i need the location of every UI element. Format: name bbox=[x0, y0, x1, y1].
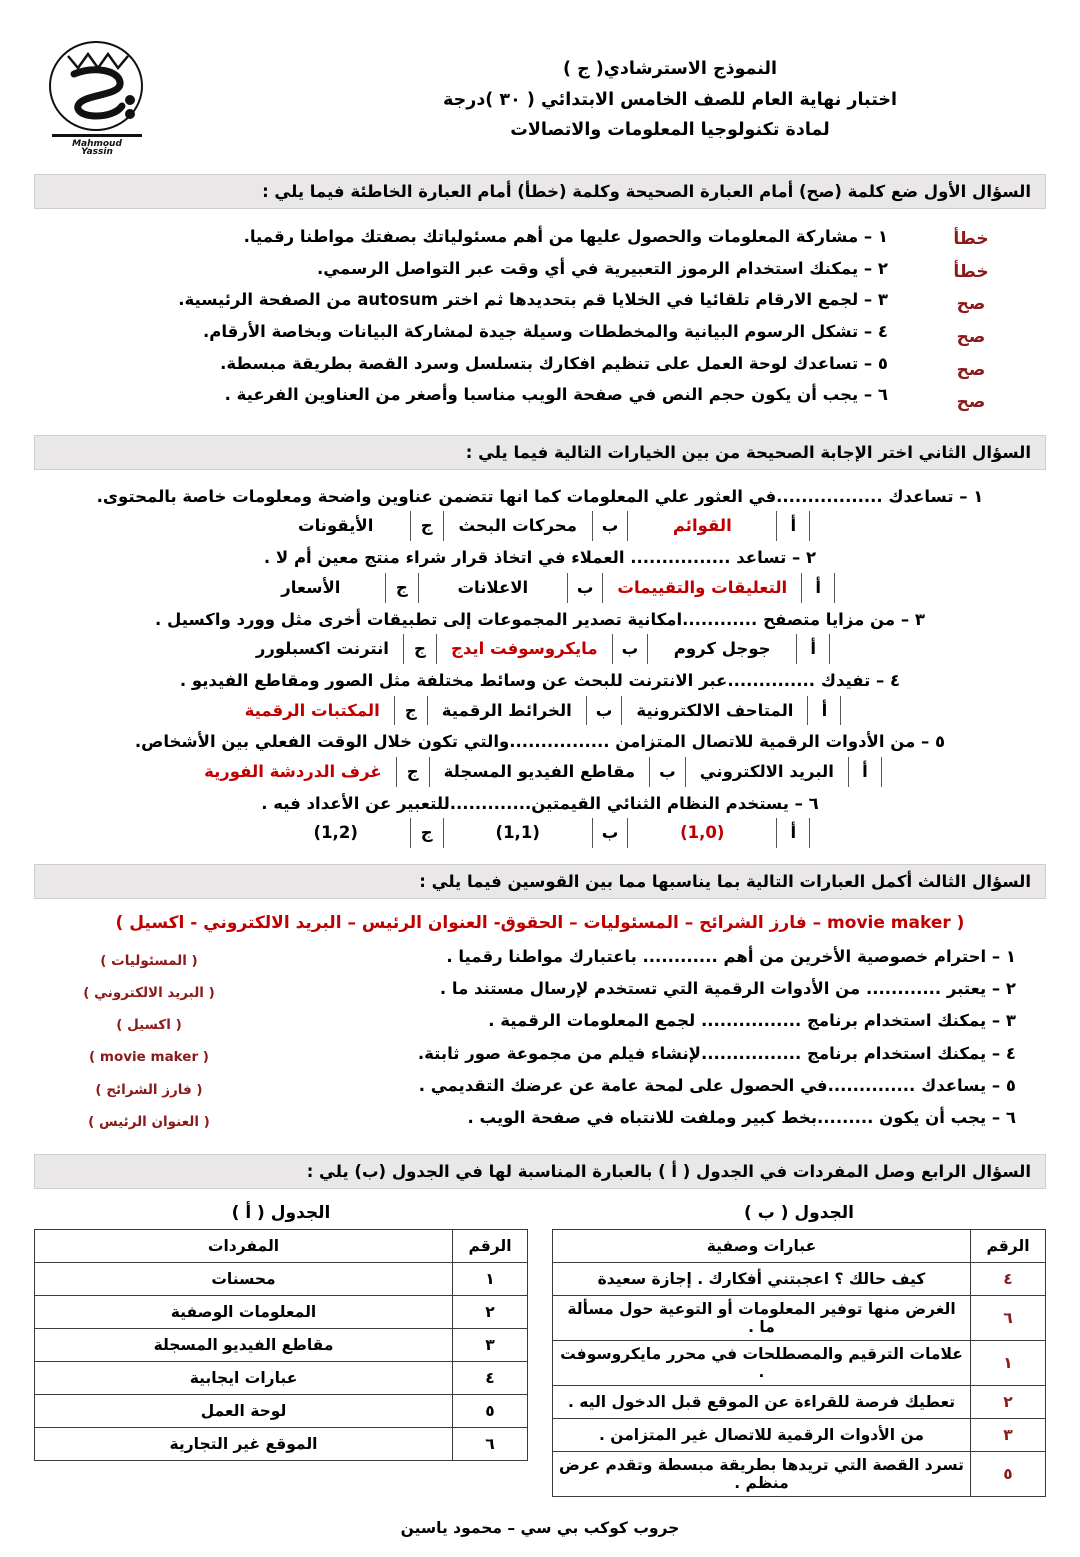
q2-option[interactable] bbox=[246, 634, 441, 664]
table-b-num: ٥ bbox=[971, 1451, 1046, 1496]
svg-text:Yassin: Yassin bbox=[81, 147, 113, 154]
q2-option-text: المتاحف الالكترونية bbox=[636, 700, 794, 720]
q2-stem: ٣ – من مزايا متصفح ............امكانية تصدير المجموعات إلى تطبيقات أخرى مثل وورد واكسيل . bbox=[155, 609, 925, 629]
table-row bbox=[35, 1295, 528, 1328]
q2-stem: ٤ – تفيدك ..............عبر الانترنت للبحث عن وسائط مختلفة مثل الصور ومقاطع الفيديو . bbox=[179, 670, 901, 690]
table-a-header-text: المفردات bbox=[35, 1229, 453, 1262]
q2-item bbox=[34, 482, 1046, 541]
q2-option-text: محركات البحث bbox=[458, 516, 577, 536]
q2-item bbox=[34, 605, 1046, 664]
header-title-line1: النموذج الاسترشادي( ج ) bbox=[563, 59, 777, 79]
q2-options bbox=[34, 634, 1046, 664]
question2-body bbox=[34, 478, 1046, 848]
q2-option-text: مقاطع الفيديو المسجلة bbox=[443, 761, 636, 781]
table-row bbox=[553, 1295, 1046, 1340]
table-b-header-num: الرقم bbox=[971, 1229, 1046, 1262]
table-row bbox=[553, 1262, 1046, 1295]
q1-statement: ٦ – يجب أن يكون حجم النص في صفحة الويب مناسبا وأصغر من العناوين الفرعية . bbox=[224, 385, 888, 405]
q2-option[interactable] bbox=[448, 511, 633, 541]
table-b-column bbox=[552, 1203, 1046, 1497]
q2-option-letter: أ bbox=[776, 511, 810, 541]
header-title-line2: اختبار نهاية العام للصف الخامس الابتدائي ( ٣٠ )درجة bbox=[443, 89, 897, 110]
q2-option-text: البريد الالكتروني bbox=[699, 761, 834, 781]
question3-heading: السؤال الثالث أكمل العبارات التالية بما يناسبها مما بين القوسين فيما يلي : bbox=[34, 864, 1046, 899]
q2-option[interactable] bbox=[266, 818, 448, 848]
table-a-num: ٤ bbox=[453, 1361, 528, 1394]
q2-option-letter: ج bbox=[410, 818, 444, 848]
q2-option[interactable] bbox=[441, 634, 652, 664]
q2-option[interactable] bbox=[626, 696, 845, 726]
table-b-text: من الأدوات الرقمية للاتصال غير المتزامن . bbox=[553, 1418, 971, 1451]
table-b bbox=[552, 1229, 1046, 1497]
table-a-text: لوحة العمل bbox=[35, 1394, 453, 1427]
q1-answer: صح bbox=[956, 359, 986, 380]
table-row bbox=[553, 1340, 1046, 1385]
q2-stem: ١ – تساعدك .................في العثور علي المعلومات كما انها تتضمن عناوين واضحة ومعلومات خاصة بالمحتوى. bbox=[96, 486, 984, 506]
q2-stem: ٢ – تساعد ................ العملاء في اتخاذ قرار شراء منتج معين أم لا . bbox=[263, 548, 817, 568]
q2-option-letter: ج bbox=[410, 511, 444, 541]
q2-option[interactable] bbox=[194, 757, 434, 787]
q1-answer: صح bbox=[956, 294, 986, 315]
question2-heading: السؤال الثاني اختر الإجابة الصحيحة من بين الخيارات التالية فيما يلي : bbox=[34, 435, 1046, 470]
question1-statements bbox=[34, 221, 896, 411]
q2-option-letter: أ bbox=[801, 573, 835, 603]
document-footer: جروب كوكب بي سي – محمود ياسين bbox=[400, 1518, 680, 1537]
q3-statement: ٣ – يمكنك استخدام برنامج ................ لجمع المعلومات الرقمية . bbox=[488, 1011, 1016, 1031]
question1-body bbox=[34, 217, 1046, 419]
table-row bbox=[553, 1385, 1046, 1418]
question1-heading: السؤال الأول ضع كلمة (صح) أمام العبارة الصحيحة وكلمة (خطأ) أمام العبارة الخاطئة فيما يلي : bbox=[34, 174, 1046, 209]
q2-option[interactable] bbox=[632, 511, 814, 541]
q2-option-letter: ج bbox=[403, 634, 437, 664]
table-a-text: مقاطع الفيديو المسجلة bbox=[35, 1328, 453, 1361]
q3-answer: ( اكسيل ) bbox=[116, 1017, 182, 1034]
q2-option-text: المكتبات الرقمية bbox=[244, 700, 380, 720]
q2-option-letter: أ bbox=[807, 696, 841, 726]
q2-option-text: الخرائط الرقمية bbox=[441, 700, 572, 720]
q2-option[interactable] bbox=[266, 511, 448, 541]
q2-option[interactable] bbox=[690, 757, 886, 787]
table-a-text: محسنات bbox=[35, 1262, 453, 1295]
q2-option-letter: ب bbox=[592, 511, 629, 541]
q3-statement: ١ – احترام خصوصية الأخرين من أهم ............ باعتبارك مواطنا رقميا . bbox=[446, 947, 1016, 966]
header-title-line3: لمادة تكنولوجيا المعلومات والاتصالات bbox=[510, 120, 830, 141]
q3-answer: ( movie maker ) bbox=[89, 1049, 209, 1066]
table-a bbox=[34, 1229, 528, 1461]
q2-item bbox=[34, 727, 1046, 786]
q2-options bbox=[34, 757, 1046, 787]
table-a-header-num: الرقم bbox=[453, 1229, 528, 1262]
q2-option[interactable] bbox=[423, 573, 608, 603]
q2-option-letter: ج bbox=[394, 696, 428, 726]
q2-option[interactable] bbox=[652, 634, 834, 664]
q2-option-text: جوجل كروم bbox=[673, 639, 771, 659]
q2-option-letter: ج bbox=[396, 757, 430, 787]
table-row bbox=[35, 1328, 528, 1361]
q2-options bbox=[34, 573, 1046, 603]
question3-body bbox=[34, 941, 1046, 1138]
q3-statement: ٢ – يعتبر ............ من الأدوات الرقمية التي تستخدم لإرسال مستند ما . bbox=[439, 979, 1016, 999]
question1-answers bbox=[896, 221, 1046, 419]
q2-options bbox=[34, 511, 1046, 541]
q2-option[interactable] bbox=[607, 573, 839, 603]
table-b-text: تعطيك فرصة للقراءة عن الموقع قبل الدخول اليه . bbox=[553, 1385, 971, 1418]
table-row bbox=[553, 1451, 1046, 1496]
question3-statements bbox=[264, 941, 1046, 1134]
table-header-row bbox=[35, 1229, 528, 1262]
q2-option[interactable] bbox=[632, 818, 814, 848]
q2-option-letter: أ bbox=[848, 757, 882, 787]
q2-option-letter: ب bbox=[592, 818, 629, 848]
table-b-text: كيف حالك ؟ اعجبتني أفكارك . إجازة سعيدة bbox=[553, 1262, 971, 1295]
svg-text:Mahmoud: Mahmoud bbox=[72, 139, 122, 149]
q2-option-letter: ب bbox=[567, 573, 604, 603]
q2-options bbox=[34, 818, 1046, 848]
table-a-text: عبارات ايجابية bbox=[35, 1361, 453, 1394]
table-a-text: المعلومات الوصفية bbox=[35, 1295, 453, 1328]
q3-answer: ( المسئوليات ) bbox=[100, 953, 198, 969]
q2-option-text: القوائم bbox=[672, 516, 732, 536]
table-a-num: ٦ bbox=[453, 1427, 528, 1460]
q2-option-text: مايكروسوفت ايدج bbox=[450, 639, 598, 659]
logo-icon bbox=[34, 34, 164, 154]
table-a-title: الجدول ( أ ) bbox=[231, 1202, 331, 1223]
table-header-row bbox=[553, 1229, 1046, 1262]
q2-option-letter: أ bbox=[776, 818, 810, 848]
table-a-num: ١ bbox=[453, 1262, 528, 1295]
table-b-text: علامات الترقيم والمصطلحات في محرر مايكروسوفت . bbox=[553, 1340, 971, 1385]
q1-statement: ٥ – تساعدك لوحة العمل على تنظيم افكارك بتسلسل وسرد القصة بطريقة مبسطة. bbox=[220, 353, 888, 373]
table-b-header-text: عبارات وصفية bbox=[553, 1229, 971, 1262]
table-b-num: ٢ bbox=[971, 1385, 1046, 1418]
q2-stem: ٦ – يستخدم النظام الثنائي القيمتين.............للتعبير عن الأعداد فيه . bbox=[261, 793, 819, 813]
q2-stem: ٥ – من الأدوات الرقمية للاتصال المتزامن ................والتي تكون خلال الوقت الفعلي بين الأشخاص. bbox=[134, 732, 946, 752]
table-a-column bbox=[34, 1203, 528, 1497]
q1-statement: ٢ – يمكنك استخدام الرموز التعبيرية في أي وقت عبر التواصل الرسمي. bbox=[317, 258, 888, 278]
q2-option[interactable] bbox=[432, 696, 627, 726]
q2-item bbox=[34, 789, 1046, 848]
q3-statement: ٤ – يمكنك استخدام برنامج ................لإنشاء فيلم من مجموعة صور ثابتة. bbox=[417, 1043, 1016, 1063]
q2-option[interactable] bbox=[448, 818, 633, 848]
table-a-num: ٣ bbox=[453, 1328, 528, 1361]
table-b-num: ١ bbox=[971, 1340, 1046, 1385]
q1-answer: خطأ bbox=[953, 261, 989, 282]
table-b-num: ٣ bbox=[971, 1418, 1046, 1451]
table-row bbox=[35, 1361, 528, 1394]
q2-option-text: الاعلانات bbox=[457, 577, 529, 597]
q2-option-text: غرف الدردشة الفورية bbox=[204, 761, 382, 781]
q2-option-letter: ب bbox=[649, 757, 686, 787]
q3-statement: ٥ – يساعدك ..............في الحصول على لمحة عامة عن عرضك التقديمي . bbox=[418, 1075, 1016, 1095]
q1-answer: صح bbox=[956, 392, 986, 413]
question3-answers bbox=[34, 941, 264, 1138]
question4-heading: السؤال الرابع وصل المفردات في الجدول ( أ ) بالعبارة المناسبة لها في الجدول (ب) يلي : bbox=[34, 1154, 1046, 1189]
table-b-title: الجدول ( ب ) bbox=[744, 1202, 854, 1223]
q2-option-text: الأسعار bbox=[281, 577, 341, 597]
table-b-num: ٤ bbox=[971, 1262, 1046, 1295]
table-b-text: الغرض منها توفير المعلومات أو التوعية حول مسألة ما . bbox=[553, 1295, 971, 1340]
q2-option-letter: ب bbox=[586, 696, 623, 726]
q2-option[interactable] bbox=[235, 696, 432, 726]
header-titles bbox=[174, 34, 1046, 146]
q2-option-text: (1,1) bbox=[495, 823, 540, 843]
q2-option-text: الأيقونات bbox=[298, 516, 374, 536]
table-b-num: ٦ bbox=[971, 1295, 1046, 1340]
q2-option-letter: ج bbox=[385, 573, 419, 603]
q2-item bbox=[34, 543, 1046, 602]
question3-word-bank: ( movie maker – فارز الشرائح – المسئوليات – الحقوق- العنوان الرئيس – البريد الالكتروني - اكسيل ) bbox=[115, 913, 965, 933]
q2-item bbox=[34, 666, 1046, 725]
table-a-num: ٢ bbox=[453, 1295, 528, 1328]
q2-option-text: التعليقات والتقييمات bbox=[617, 577, 788, 597]
document-header bbox=[34, 28, 1046, 158]
q2-option[interactable] bbox=[434, 757, 690, 787]
q2-options bbox=[34, 696, 1046, 726]
q1-answer: خطأ bbox=[953, 229, 989, 249]
q2-option-letter: أ bbox=[796, 634, 830, 664]
table-row bbox=[35, 1394, 528, 1427]
table-b-text: تسرد القصة التي تريدها بطريقة مبسطة وتقدم عرض منظم . bbox=[553, 1451, 971, 1496]
table-a-text: الموقع غير التجارية bbox=[35, 1427, 453, 1460]
q1-statement: ١ – مشاركة المعلومات والحصول عليها من أهم مسئولياتك بصفتك مواطنا رقميا. bbox=[243, 227, 888, 246]
q1-answer: صح bbox=[956, 326, 986, 347]
table-row bbox=[35, 1262, 528, 1295]
q1-statement: ٤ – تشكل الرسوم البيانية والمخططات وسيلة جيدة لمشاركة البيانات وبخاصة الأرقام. bbox=[202, 322, 888, 342]
q3-answer: ( العنوان الرئيس ) bbox=[88, 1113, 210, 1130]
q2-option-text: (1,0) bbox=[680, 823, 725, 843]
question4-tables bbox=[34, 1197, 1046, 1497]
table-a-num: ٥ bbox=[453, 1394, 528, 1427]
q2-option-text: (1,2) bbox=[313, 823, 358, 843]
q3-answer: ( البريد الالكتروني ) bbox=[83, 985, 215, 1002]
table-row bbox=[35, 1427, 528, 1460]
q2-option-text: انترنت اكسبلورر bbox=[255, 639, 389, 659]
table-row bbox=[553, 1418, 1046, 1451]
q3-answer: ( فارز الشرائح ) bbox=[95, 1081, 203, 1098]
q2-option[interactable] bbox=[241, 573, 423, 603]
q2-option-letter: ب bbox=[612, 634, 649, 664]
q3-statement: ٦ – يجب أن يكون .........بخط كبير وملفت للانتباه في صفحة الويب . bbox=[467, 1107, 1016, 1127]
q1-statement: ٣ – لجمع الارقام تلقائيا في الخلايا قم بتحديدها ثم اختر autosum من الصفحة الرئيسية. bbox=[178, 290, 888, 310]
